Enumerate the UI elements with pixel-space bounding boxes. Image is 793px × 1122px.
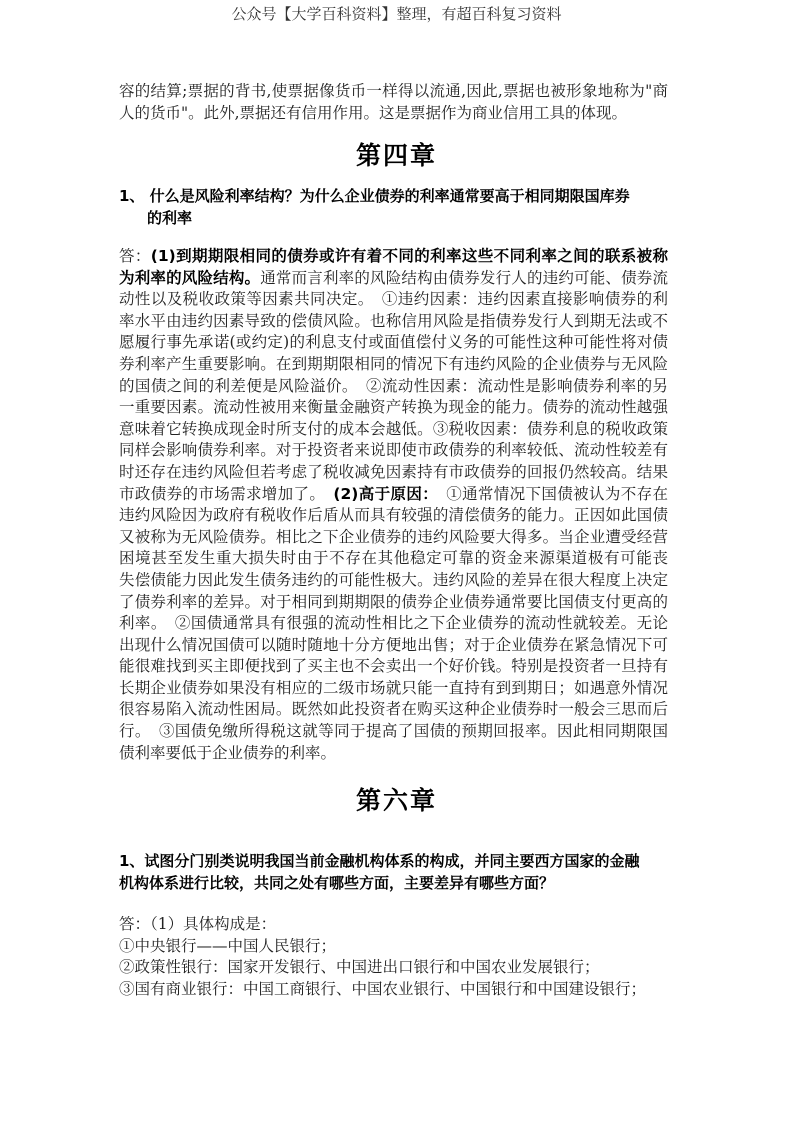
text-line: ①中央银行——中国人民银行； <box>119 936 337 955</box>
chapter-6-answer <box>119 914 668 1000</box>
text-line: 同样会影响债券利率。对于投资者来说即使市政债券的利率较低、流动性较差有 <box>119 441 668 460</box>
text-line <box>119 268 668 290</box>
text-line: 债利率要低于企业债券的利率。 <box>119 743 337 762</box>
text-line: 长期企业债券如果没有相应的二级市场就只能一直持有到到期日；如遇意外情况 <box>119 678 668 697</box>
text-line: 行。 ③国债免缴所得税这就等同于提高了国债的预期回报率。因此相同期限国 <box>119 722 668 741</box>
answer-label: 答： <box>119 247 151 265</box>
chapter-4-answer <box>119 246 668 764</box>
chapter-6-question <box>119 851 671 894</box>
text-line: 能很难找到买主即便找到了买主也不会卖出一个好价钱。特别是投资者一旦持有 <box>119 657 668 676</box>
text: 市政债券的市场需求增加了。 <box>119 484 334 503</box>
bold-text: (1)到期期限相同的债券或许有着不同的利率这些不同利率之间的联系被称 <box>150 247 668 265</box>
text-line: 又被称为无风险债券。相比之下企业债券的违约风险要大得多。当企业遭受经营 <box>119 527 668 546</box>
text-line: 率水平由违约因素导致的偿债风险。也称信用风险是指债券发行人到期无法或不 <box>119 311 668 330</box>
text-line: 动性以及税收政策等因素共同决定。 ①违约因素：违约因素直接影响债券的利 <box>119 290 668 309</box>
chapter-6-title: 第六章 <box>355 786 437 815</box>
bold-text: (2)高于原因： <box>333 484 431 503</box>
text-line: 容的结算;票据的背书,使票据像货币一样得以流通,因此,票据也被形象地称为"商 <box>119 82 668 100</box>
chapter-4-question <box>119 186 671 229</box>
text-line: 券利率产生重要影响。在到期期限相同的情况下有违约风险的企业债券与无风险 <box>119 354 668 373</box>
question-number: 1、 <box>119 187 145 205</box>
text-line <box>119 246 668 268</box>
text-line: 很容易陷入流动性困局。既然如此投资者在购买这种企业债券时一般会三思而后 <box>119 700 668 719</box>
text: 通常而言利率的风险结构由债券发行人的违约可能、债券流 <box>260 268 668 287</box>
text-line: 出现什么情况国债可以随时随地十分方便地出售；对于企业债券在紧急情况下可 <box>119 635 668 654</box>
chapter-4-title: 第四章 <box>355 141 437 170</box>
text-line: 违约风险因为政府有税收作后盾从而具有较强的清偿债务的能力。正因如此国债 <box>119 506 668 525</box>
text-line: 一重要因素。流动性被用来衡量金融资产转换为现金的能力。债券的流动性越强 <box>119 398 668 417</box>
text-line: 失偿债能力因此发生债务违约的可能性极大。违约风险的差异在很大程度上决定 <box>119 570 668 589</box>
page-header: 公众号【大学百科资料】整理，有超百科复习资料 <box>231 5 562 23</box>
text-line: 人的货币"。此外,票据还有信用作用。这是票据作为商业信用工具的体现。 <box>119 103 628 122</box>
text-line: 时还存在违约风险但若考虑了税收减免因素持有市政债券的回报仍然较高。结果 <box>119 462 668 481</box>
text-line: 答：（1）具体构成是： <box>119 915 277 933</box>
text-line: 的国债之间的利差便是风险溢价。 ②流动性因素：流动性是影响债券利率的另 <box>119 376 668 395</box>
text-line: 了债券利率的差异。对于相同到期期限的债券企业债券通常要比国债支付更高的 <box>119 592 668 611</box>
intro-paragraph <box>119 81 668 124</box>
text-line: ②政策性银行：国家开发银行、中国进出口银行和中国农业发展银行； <box>119 958 600 977</box>
question-text: 机构体系进行比较，共同之处有哪些方面，主要差异有哪些方面？ <box>119 873 555 892</box>
text-line: ③国有商业银行：中国工商银行、中国农业银行、中国银行和中国建设银行； <box>119 979 647 998</box>
text-line: 困境甚至发生重大损失时由于不存在其他稳定可靠的资金来源渠道极有可能丧 <box>119 549 668 568</box>
question-text: 的利率 <box>147 208 193 227</box>
bold-text: 为利率的风险结构。 <box>119 268 261 287</box>
text-line <box>119 484 668 506</box>
text: ①通常情况下国债被认为不存在 <box>430 484 668 503</box>
question-text: 什么是风险利率结构？为什么企业债券的利率通常要高于相同期限国库券 <box>149 187 630 205</box>
text-line: 意味着它转换成现金时所支付的成本会越低。③税收因素：债券利息的税收政策 <box>119 419 668 438</box>
question-text: 1、试图分门别类说明我国当前金融机构体系的构成，并同主要西方国家的金融 <box>119 852 640 870</box>
text-line: 利率。 ②国债通常具有很强的流动性相比之下企业债券的流动性就较差。无论 <box>119 614 668 633</box>
text-line: 愿履行事先承诺(或约定)的利息支付或面值偿付义务的可能性这种可能性将对债 <box>119 333 668 352</box>
